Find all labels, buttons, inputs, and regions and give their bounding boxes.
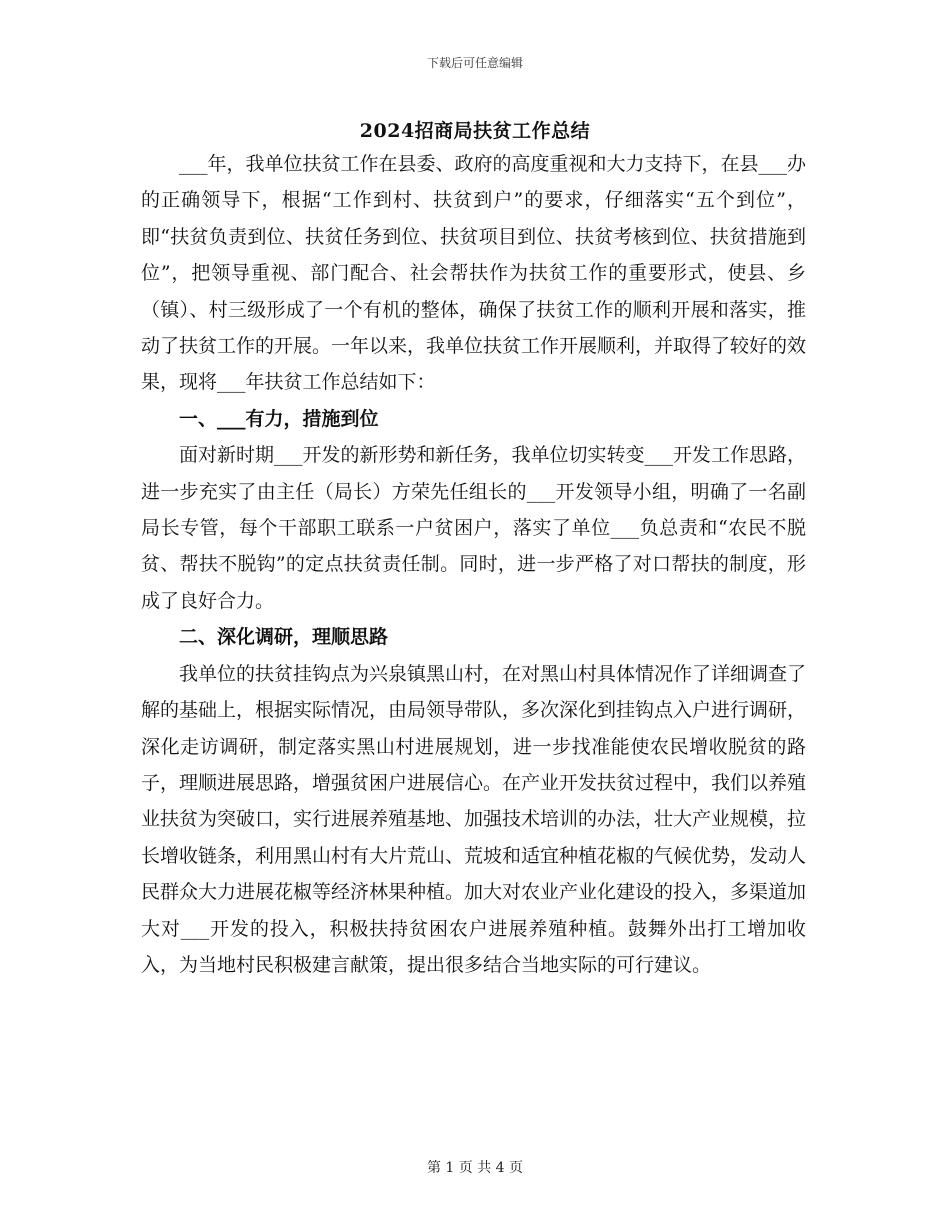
document-title: 2024招商局扶贫工作总结 [359,120,591,142]
section-heading-1: 一、___有力，措施到位 [179,407,379,430]
page-number: 第 1 页 共 4 页 [426,1160,524,1176]
section-heading-2: 二、深化调研，理顺思路 [179,626,389,649]
section-1-paragraph: 面对新时期___开发的新形势和新任务，我单位切实转变___开发工作思路，进一步充实了由主任（局长）方荣先任组长的___开发领导小组，明确了一名副局长专管，每个干部职工联系一户贫困户，落实了单位___负总责和“农民不脱贫、帮扶不脱钩”的定点扶贫责任制。同时，进一步严格了对口帮扶的制度，形成了良好合力。 [141,444,807,612]
header-note: 下载后可任意编辑 [426,56,523,70]
section-2-paragraph: 我单位的扶贫挂钩点为兴泉镇黑山村，在对黑山村具体情况作了详细调查了解的基础上，根据实际情况，由局领导带队，多次深化到挂钩点入户进行调研，深化走访调研，制定落实黑山村进展规划，进一步找准能使农民增收脱贫的路子，理顺进展思路，增强贫困户进展信心。在产业开发扶贫过程中，我们以养殖业扶贫为突破口，实行进展养殖基地、加强技术培训的办法，壮大产业规模，拉长增收链条，利用黑山村有大片荒山、荒坡和适宜种植花椒的气候优势，发动人民群众大力进展花椒等经济林果种植。加大对农业产业化建设的投入，多渠道加大对___开发的投入，积极扶持贫困农户进展养殖种植。鼓舞外出打工增加收入，为当地村民积极建言献策，提出很多结合当地实际的可行建议。 [141,662,807,976]
document-body [141,146,806,983]
intro-paragraph: ___年，我单位扶贫工作在县委、政府的高度重视和大力支持下，在县___办的正确领导下，根据“工作到村、扶贫到户”的要求，仔细落实“五个到位”，即“扶贫负责到位、扶贫任务到位、扶贫项目到位、扶贫考核到位、扶贫措施到位”，把领导重视、部门配合、社会帮扶作为扶贫工作的重要形式，使县、乡（镇）、村三级形成了一个有机的整体，确保了扶贫工作的顺利开展和落实，推动了扶贫工作的开展。一年以来，我单位扶贫工作开展顺利，并取得了较好的效果，现将___年扶贫工作总结如下： [141,153,807,394]
